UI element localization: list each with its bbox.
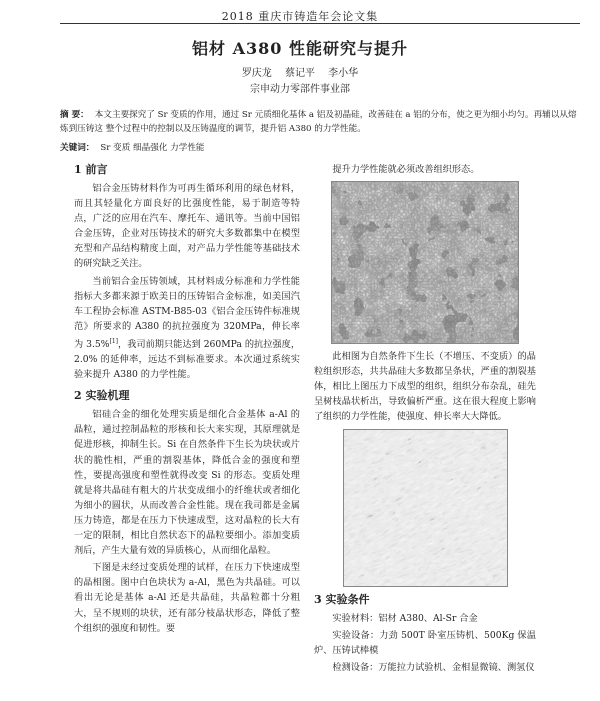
paragraph-intro-1: 铝合金压铸材料作为可再生循环利用的绿色材料，而且其轻量化方面良好的比强度性能，易于制造等特点，广泛的应用在汽车、摩托车、通讯等。当前中国铝合金压铸，企业对压铸技术的研究大多数都集中在模型充型和产品结构精度上面，对产品力学性能等基础技术的研究缺乏关注。 [74,183,300,270]
header-rule [60,23,580,24]
authors: 罗庆龙 蔡记平 李小华 [241,68,359,79]
keywords-text: Sr 变质 细晶强化 力学性能 [100,143,205,153]
paragraph-intro-2 [74,274,300,383]
micrograph-natural-growth-image [344,430,508,587]
abstract-label: 摘 要： [60,110,89,120]
paragraph-intro-2b: ，我司前期只能达到 260MPa 的抗拉强度，2.0% 的延伸率，远达不到标准要求。本次通过系统实验来提升 A380 的力学性能。 [74,339,301,381]
paragraph-mechanism-1: 铝硅合金的细化处理实质是细化合金基体 a-Al 的晶粒，通过控制晶粒的形核和长大来实现，其原理就是促进形核，抑制生长。Si 在自然条件下生长为块状或片状的脆性相，严重的割裂基体，降低合金的强度和塑性，要提高强度和塑性就得改变 Si 的形态。变质处理就是将共晶硅有粗大的片状变成细小的纤维状或者细化为细小的圆状，从而改善合金性能。现在我司都是金属压力铸造，都是在压力下快速成型，这对晶粒的长大有一定的限制，相比自然状态下的晶粒要细小。添加变质剂后，产生大量有效的异质核心，从而细化晶粒。 [74,409,300,557]
section-heading-mechanism: 2 实验机理 [74,389,130,403]
keywords [60,141,580,153]
affiliation: 宗申动力零部件事业部 [250,84,350,95]
section-heading-conditions: 3 实验条件 [314,592,370,606]
paragraph-continued: 提升力学性能就必须改善组织形态。 [332,164,480,175]
paragraph-intro-2a: 当前铝合金压铸领域，其材料成分标准和力学性能指标大多都来源于欧美日的压铸铝合金标准，如美国汽车工程协会标准 ASTM-B85-03《铝合金压铸件标准规范》所要求的 A380 的抗拉强度为 320MPa，伸长率为 3.5% [74,275,300,350]
right-column [314,162,536,677]
running-head: 2018 重庆市铸造年会论文集 [221,10,379,23]
paragraph-natural-growth: 此相图为自然条件下生长（不增压、不变质）的晶粒组织形态，共共晶硅大多数都呈条状，严重的割裂基体，相比上图压力下成型的组织，组织分布杂乱，硅先呈树枝晶状析出，导致偏析严重。这在很大程度上影响了组织的力学性能，使强度、伸长率大大降低。 [314,351,536,423]
micrograph-pressure-cast [331,181,519,344]
left-column [74,162,300,638]
paragraph-materials: 实验材料：铝材 A380、Al-Sr 合金 [332,612,478,624]
abstract-text: 本文主要探究了 Sr 变质的作用，通过 Sr 元质细化基体 a 铝及初晶硅，改善硅在 a 铝的分布，使之更为细小均匀。再辅以从熔炼到压铸这 整个过程中的控制以及压铸温度的调节，提升铝 A380 的力学性能。 [60,110,577,134]
micrograph-natural-growth [343,429,508,587]
micrograph-pressure-cast-image [332,182,519,344]
keywords-label: 关键词： [60,143,95,153]
paper-title: 铝材 A380 性能研究与提升 [192,39,408,58]
paragraph-inspection: 检测设备：万能拉力试验机、金相显微镜、测氢仪 [332,661,535,673]
section-heading-intro: 1 前言 [74,163,108,176]
abstract [60,108,580,136]
citation-ref: [1] [109,337,118,345]
paragraph-equipment: 实验设备：力劲 500T 卧室压铸机、500Kg 保温炉、压铸试棒模 [314,629,536,656]
paragraph-mechanism-2: 下图是未经过变质处理的试样，在压力下快速成型的晶相图。图中白色块状为 a-Al，黑色为共晶硅。可以看出无论是基体 a-Al 还是共晶硅，共晶粒都十分粗大，呈不规则的块状，还有部分枝晶状形态，降低了整个组织的强度和韧性。要 [74,562,300,634]
